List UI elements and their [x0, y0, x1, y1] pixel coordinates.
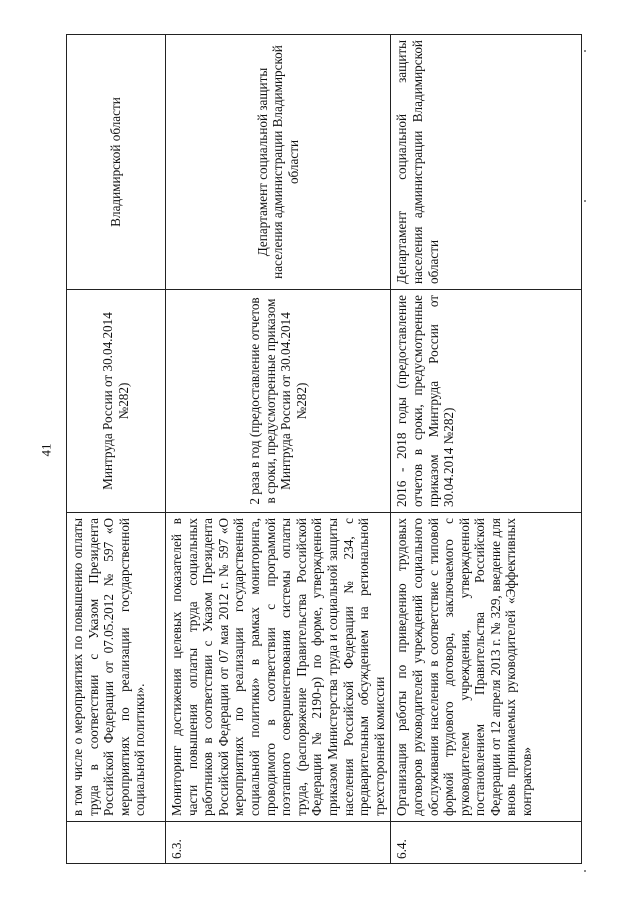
- term-cell: Минтруда России от 30.04.2014 №282): [67, 290, 166, 513]
- row-number: 6.4.: [391, 822, 582, 864]
- responsible-cell: Департамент социальной защиты населения администрации Владимирской области: [166, 35, 391, 290]
- scan-artifact: [584, 870, 586, 872]
- term-cell: 2016 - 2018 годы (предоставление отчетов в сроки, предусмотренные приказом Минтруда России от 30.04.2014 №282): [391, 290, 582, 513]
- responsible-cell: Департамент социальной защиты населения администрации Владимирской области: [391, 35, 582, 290]
- table-row: [391, 35, 582, 864]
- term-cell: 2 раза в год (предоставление отчетов в сроки, предусмотренные приказом Минтруда России от 30.04.2014 №282): [166, 290, 391, 513]
- responsible-cell: Владимирской области: [67, 35, 166, 290]
- table-row: [166, 35, 391, 864]
- activity-cell: Мониторинг достижения целевых показателей в части повышения оплаты труда социальных работников в соответствии с Указом Президента Российской Федерации от 07 мая 2012 г. № 597 «О мероприятиях по реализации государственной социальной политики» в рамках мониторинга, проводимого в соответствии с программой поэтапного совершенствования системы оплаты труда, (распоряжение Правительства Российской Федерации № 2190-р) по форме, утвержденной приказом Министерства труда и социальной защиты населения Российской Федерации № 234, с предварительным обсуждением на региональной трехсторонней комиссии: [166, 513, 391, 822]
- activity-cell: в том числе о мероприятиях по повышению оплаты труда в соответствии с Указом Президента Российской Федерации от 07.05.2012 № 597 «О мероприятиях по реализации государственной социальной политики».: [67, 513, 166, 822]
- rotated-table-area: [66, 34, 564, 864]
- activity-cell: Организация работы по приведению трудовых договоров руководителей учреждений социального обслуживания населения в соответствие с типовой формой трудового договора, заключаемого с руководителем учреждения, утвержденной постановлением Правительства Российской Федерации от 12 апреля 2013 г. № 329, введение для вновь принимаемых руководителей «Эффективных контрактов»: [391, 513, 582, 822]
- row-number: [67, 822, 166, 864]
- measures-table: [66, 34, 582, 864]
- scan-artifact: [584, 50, 586, 52]
- scan-artifact: [584, 200, 586, 202]
- landscape-frame: [66, 34, 564, 864]
- page-number: 41: [38, 443, 54, 457]
- row-number: 6.3.: [166, 822, 391, 864]
- table-row: [67, 35, 166, 864]
